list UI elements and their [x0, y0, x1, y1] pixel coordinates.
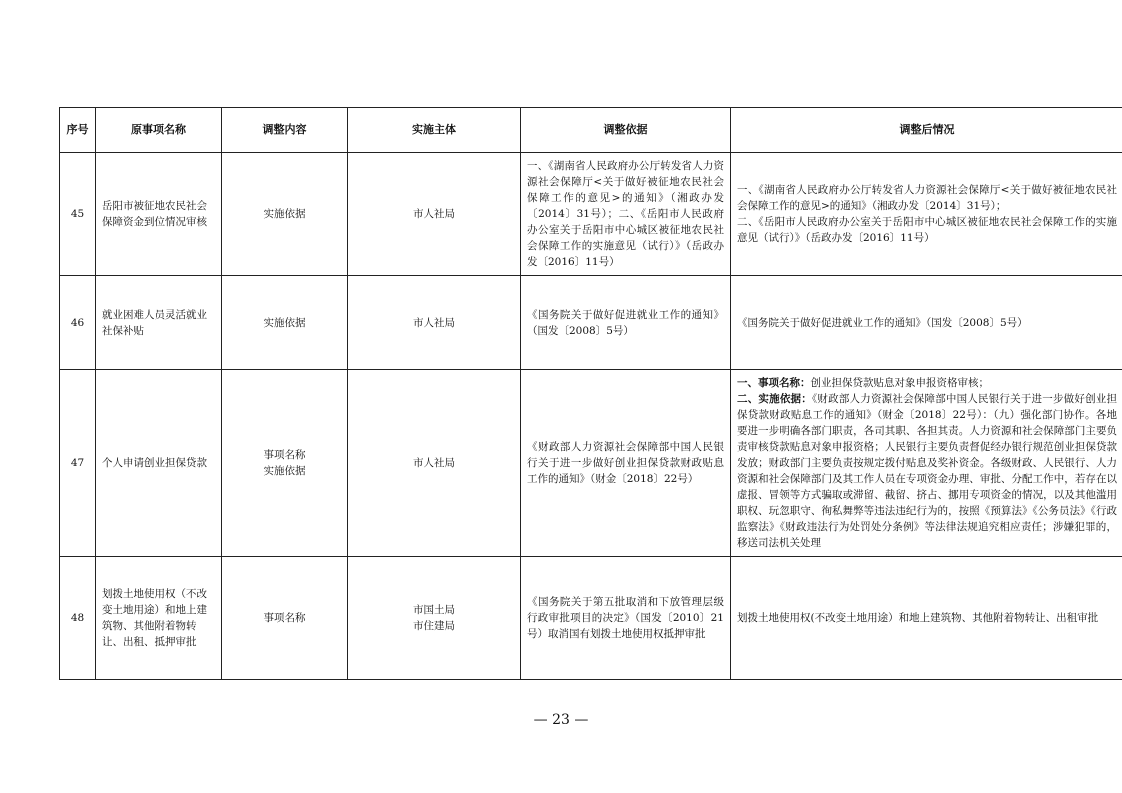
header-name: 原事项名称	[96, 108, 222, 153]
header-no: 序号	[60, 108, 96, 153]
header-after: 调整后情况	[731, 108, 1122, 153]
row-subject: 市人社局	[348, 276, 521, 370]
row-basis: 一、《湖南省人民政府办公厅转发省人力资源社会保障厅<关于做好被征地农民社会保障工作的意见>的通知》（湘政办发〔2014〕31号）；二、《岳阳市人民政府办公室关于岳阳市中心城区被征地农民社会保障工作的实施意见（试行）》（岳政办发〔2016〕11号）	[521, 153, 731, 276]
row-after	[731, 153, 1122, 276]
row-basis: 《财政部人力资源社会保障部中国人民银行关于进一步做好创业担保贷款财政贴息工作的通知》（财金〔2018〕22号）	[521, 370, 731, 557]
content-line: 实施依据	[263, 465, 306, 477]
content-line: 事项名称	[263, 449, 306, 461]
after-line: 一、《湖南省人民政府办公厅转发省人力资源社会保障厅<关于做好被征地农民社会保障工作的意见>的通知》（湘政办发〔2014〕31号）；	[737, 184, 1117, 212]
after-line: 二、《岳阳市人民政府办公室关于岳阳市中心城区被征地农民社会保障工作的实施意见（试行）》（岳政办发〔2016〕11号）	[737, 216, 1117, 244]
after-item-label: 二、实施依据：	[737, 393, 812, 405]
subject-line: 市国土局	[413, 604, 455, 616]
header-content: 调整内容	[222, 108, 348, 153]
after-item	[737, 375, 1117, 391]
row-content: 实施依据	[222, 153, 348, 276]
row-basis: 《国务院关于做好促进就业工作的通知》（国发〔2008〕5号）	[521, 276, 731, 370]
table-row	[60, 153, 1122, 276]
document-table	[59, 107, 1122, 680]
row-basis: 《国务院关于第五批取消和下放管理层级行政审批项目的决定》（国发〔2010〕21号）取消国有划拨土地使用权抵押审批	[521, 557, 731, 680]
row-name: 岳阳市被征地农民社会保障资金到位情况审核	[96, 153, 222, 276]
row-after: 划拨土地使用权(不改变土地用途）和地上建筑物、其他附着物转让、出租审批	[731, 557, 1122, 680]
row-name: 划拨土地使用权（不改变土地用途）和地上建筑物、其他附着物转让、出租、抵押审批	[96, 557, 222, 680]
row-content: 实施依据	[222, 276, 348, 370]
header-subject: 实施主体	[348, 108, 521, 153]
row-name: 就业困难人员灵活就业社保补贴	[96, 276, 222, 370]
header-basis: 调整依据	[521, 108, 731, 153]
page-number: — 23 —	[533, 712, 589, 728]
row-subject: 市人社局	[348, 370, 521, 557]
after-item-label: 一、事项名称：	[737, 377, 811, 389]
row-content: 事项名称	[222, 557, 348, 680]
after-item-text: 《财政部人力资源社会保障部中国人民银行关于进一步做好创业担保贷款财政贴息工作的通知》（财金〔2018〕22号）：（九）强化部门协作。各地要进一步明确各部门职责，各司其职、各担其责。人力资源和社会保障部门主要负责审核贷款贴息对象申报资格；人民银行主要负责督促经办银行规范创业担保贷款发放；财政部门主要负责按规定拨付贴息及奖补资金。各级财政、人民银行、人力资源和社会保障部门及其工作人员在专项资金办理、审批、分配工作中，若存在以虚报、冒领等方式骗取或滞留、截留、挤占、挪用专项资金的情况，以及其他滥用职权、玩忽职守、徇私舞弊等违法违纪行为的，按照《预算法》《公务员法》《行政监察法》《财政违法行为处罚处分条例》等法律法规追究相应责任；涉嫌犯罪的，移送司法机关处理	[737, 393, 1118, 549]
row-subject: 市人社局	[348, 153, 521, 276]
after-item	[737, 391, 1117, 551]
row-subject	[348, 557, 521, 680]
table-row	[60, 557, 1122, 680]
row-name: 个人申请创业担保贷款	[96, 370, 222, 557]
row-after: 《国务院关于做好促进就业工作的通知》（国发〔2008〕5号）	[731, 276, 1122, 370]
table-row	[60, 276, 1122, 370]
row-content	[222, 370, 348, 557]
row-no: 46	[60, 276, 96, 370]
row-no: 48	[60, 557, 96, 680]
table-row	[60, 370, 1122, 557]
header-row	[60, 108, 1122, 153]
row-no: 47	[60, 370, 96, 557]
subject-line: 市住建局	[413, 620, 455, 632]
after-item-text: 创业担保贷款贴息对象申报资格审核；	[810, 377, 989, 389]
row-after	[731, 370, 1122, 557]
row-no: 45	[60, 153, 96, 276]
